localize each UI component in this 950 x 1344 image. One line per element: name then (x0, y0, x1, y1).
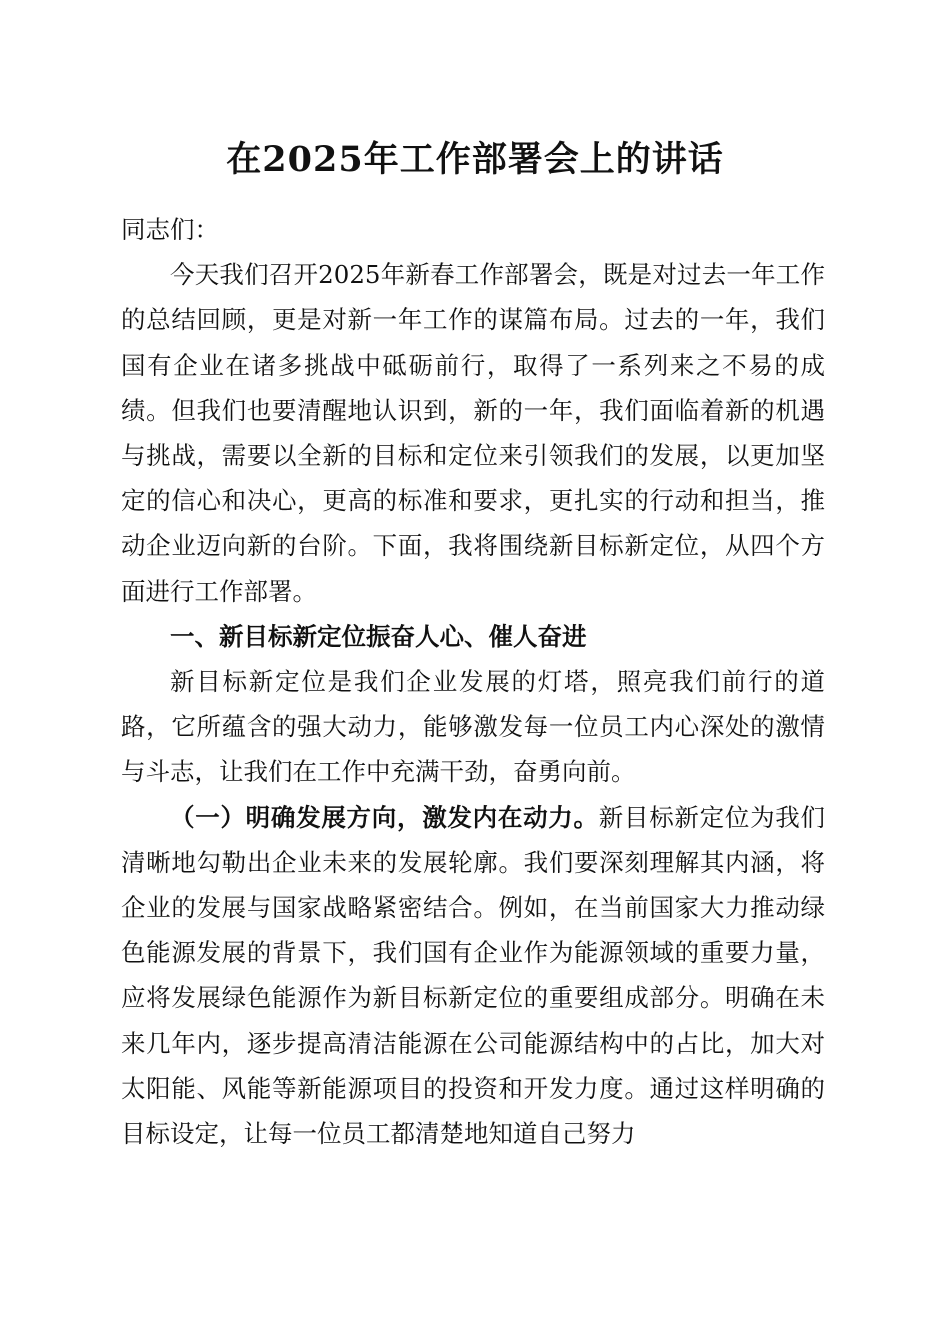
subsection-text: 新目标新定位为我们清晰地勾勒出企业未来的发展轮廓。我们要深刻理解其内涵，将企业的发展与国家战略紧密结合。例如，在当前国家大力推动绿色能源发展的背景下，我们国有企业作为能源领域的重要力量，应将发展绿色能源作为新目标新定位的重要组成部分。明确在未来几年内，逐步提高清洁能源在公司能源结构中的占比，加大对太阳能、风能等新能源项目的投资和开发力度。通过这样明确的目标设定，让每一位员工都清楚地知道自己努力 (121, 802, 826, 1149)
section-heading: 一、新目标新定位振奋人心、催人奋进 (170, 621, 587, 651)
document-title: 在2025年工作部署会上的讲话 (226, 139, 724, 180)
intro-paragraph: 今天我们召开2025年新春工作部署会，既是对过去一年工作的总结回顾，更是对新一年工作的谋篇布局。过去的一年，我们国有企业在诸多挑战中砥砺前行，取得了一系列来之不易的成绩。但我们也要清醒地认识到，新的一年，我们面临着新的机遇与挑战，需要以全新的目标和定位来引领我们的发展，以更加坚定的信心和决心，更高的标准和要求，更扎实的行动和担当，推动企业迈向新的台阶。下面，我将围绕新目标新定位，从四个方面进行工作部署。 (121, 260, 825, 606)
section-paragraph: 新目标新定位是我们企业发展的灯塔，照亮我们前行的道路，它所蕴含的强大动力，能够激发每一位员工内心深处的激情与斗志，让我们在工作中充满干劲，奋勇向前。 (121, 667, 825, 787)
subsection-lead: （一）明确发展方向，激发内在动力。 (170, 802, 599, 832)
document-body (121, 207, 825, 1156)
salutation: 同志们： (121, 215, 219, 244)
subsection-paragraph (121, 795, 825, 1157)
